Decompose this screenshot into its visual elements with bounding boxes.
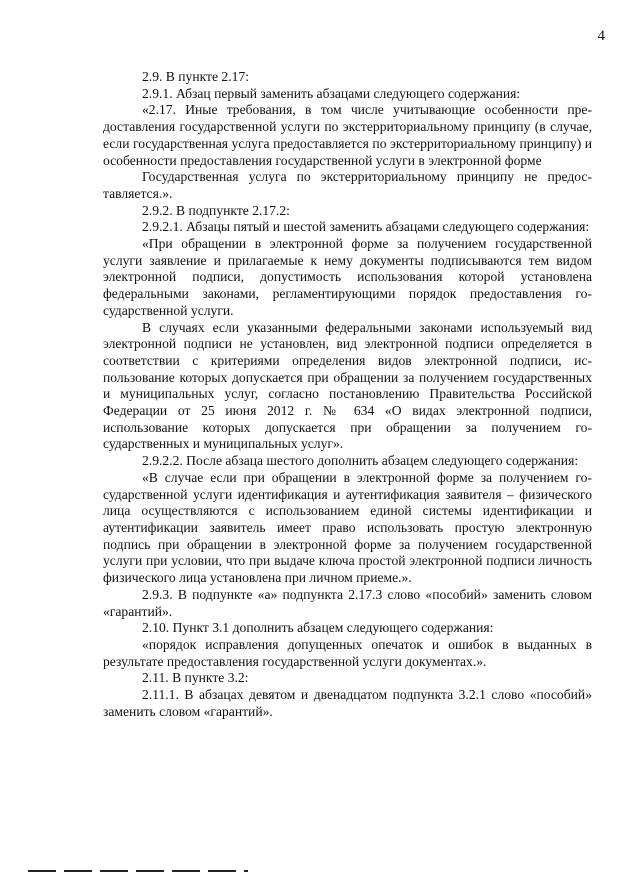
paragraph-2-9-1: 2.9.1. Абзац первый заменить абзацами следующего содержания: (142, 85, 521, 101)
paragraph-2-9: 2.9. В пункте 2.17: (142, 69, 249, 84)
paragraph-2-11: 2.11. В пункте 3.2: (142, 670, 249, 686)
quote-correction-order: «порядок исправления допущенных опечаток и ошибок в выданных в результате предоставления государственной услуги документах.». (103, 636, 592, 669)
paragraph-2-9-2-2: 2.9.2.2. После абзаца шестого дополнить абзацем следующего содержания: (142, 453, 579, 469)
paragraph-2-9-2-1: 2.9.2.1. Абзацы пятый и шестой заменить абзацами следующего содержания: (142, 219, 590, 235)
quote-2-17: «2.17. Иные требования, в том числе учитывающие особенности предоставления государственной услуги по экстерриториальному принципу (в случае, если государственная услуга предоставляется по экстерриториальному принципу) и особенности предоставления государственной услуги в электронной форме (103, 102, 592, 168)
paragraph-2-9-3: 2.9.3. В подпункте «а» подпункта 2.17.3 слово «пособий» заменить словом «гарантий». (103, 586, 592, 619)
quote-2-17-continued: Государственная услуга по экстерриториальному принципу не предоставляется.». (103, 169, 592, 201)
paragraph-2-10: 2.10. Пункт 3.1 дополнить абзацем следующего содержания: (142, 620, 494, 636)
paragraph-2-9-2: 2.9.2. В подпункте 2.17.2: (142, 202, 290, 218)
scan-artifact-line (28, 870, 248, 872)
paragraph-2-11-1: 2.11.1. В абзацах девятом и двенадцатом подпункта 3.2.1 слово «пособий» заменить словом «гарантий». (103, 687, 592, 719)
document-body (103, 69, 592, 720)
quote-electronic-form: «При обращении в электронной форме за получением государственной услуги заявление и прилагаемые к нему документы подписываются тем видом электронной подписи, допустимость использования которой установлена федеральными законами, регламентирующими порядок предоставления государственной услуги. (103, 236, 592, 318)
page-number: 4 (597, 28, 605, 44)
quote-simple-signature: «В случае если при обращении в электронной форме за получением государственной услуги идентификация и аутентификация заявителя – физического лица осуществляются с использованием единой системы идентификации и аутентификации заявитель имеет право использовать простую электронную подпись при обращении в электронной форме за получением государственной услуги при условии, что при выдаче ключа простой электронной подписи личность физического лица установлена при личном приеме.». (103, 469, 592, 586)
quote-signature-type: В случаях если указанными федеральными законами используемый вид электронной подписи не установлен, вид электронной подписи определяется в соответствии с критериями определения видов электронной подписи, использование которых допускается при обращении за получением государственных и муниципальных услуг, согласно постановлению Правительства Российской Федерации от 25 июня 2012 г. № 634 «О видах электронной подписи, использование которых допускается при обращении за получением государственных и муниципальных услуг». (103, 319, 592, 452)
